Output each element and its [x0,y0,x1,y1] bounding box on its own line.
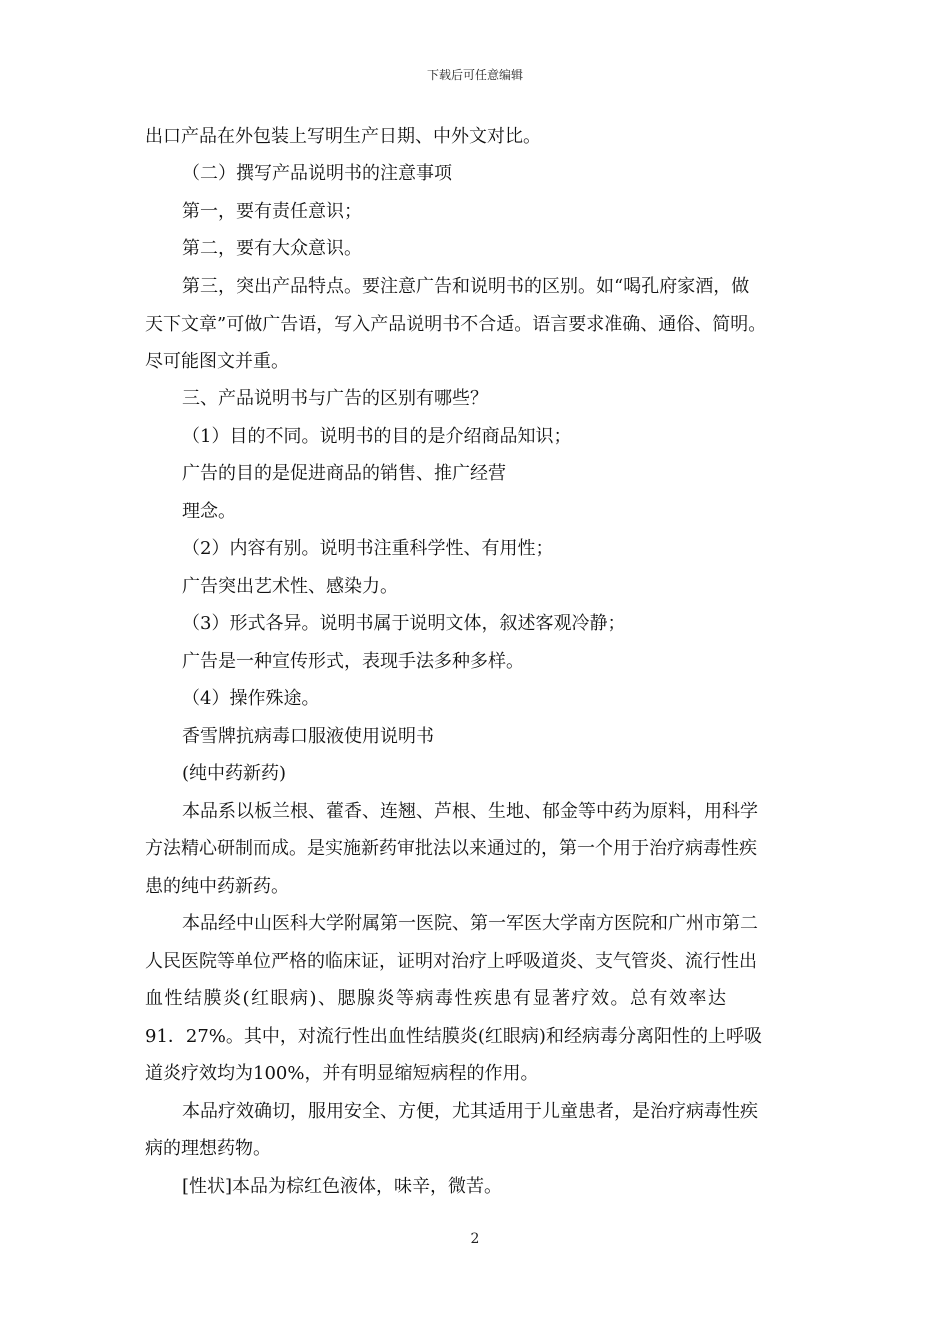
body-line: （3）形式各异。说明书属于说明文体，叙述客观冷静； [182,613,626,634]
body-line: 尽可能图文并重。 [145,351,289,372]
page-number: 2 [470,1231,480,1247]
body-line: 本品经中山医科大学附属第一医院、第一军医大学南方医院和广州市第二 [182,913,758,934]
body-line: 出口产品在外包装上写明生产日期、中外文对比。 [145,126,541,147]
body-line: 理念。 [182,501,236,522]
body-line: （4）操作殊途。 [182,688,320,709]
body-line: 天下文章”可做广告语，写入产品说明书不合适。语言要求准确、通俗、简明。 [145,314,767,335]
product-subtitle: (纯中药新药) [182,763,287,784]
product-title: 香雪牌抗病毒口服液使用说明书 [182,726,434,747]
body-line: 道炎疗效均为100%，并有明显缩短病程的作用。 [145,1063,539,1084]
page-header: 下载后可任意编辑 [426,68,523,82]
body-line: 第一，要有责任意识； [182,201,362,222]
section-heading: （二）撰写产品说明书的注意事项 [182,163,452,184]
body-line: 广告的目的是促进商品的销售、推广经营 [182,463,506,484]
body-line: [性状]本品为棕红色液体，味辛，微苦。 [182,1176,503,1197]
body-line: （2）内容有别。说明书注重科学性、有用性； [182,538,554,559]
body-line: 方法精心研制而成。是实施新药审批法以来通过的，第一个用于治疗病毒性疾 [145,838,757,859]
body-line: 血性结膜炎(红眼病)、腮腺炎等病毒性疾患有显著疗效。总有效率达 [145,988,728,1009]
body-line: 第二，要有大众意识。 [182,238,362,259]
body-line: 患的纯中药新药。 [145,876,289,897]
body-line: 本品系以板兰根、藿香、连翘、芦根、生地、郁金等中药为原料，用科学 [182,801,758,822]
body-line: 本品疗效确切，服用安全、方便，尤其适用于儿童患者，是治疗病毒性疾 [182,1101,758,1122]
body-line: 第三，突出产品特点。要注意广告和说明书的区别。如“喝孔府家酒，做 [182,276,750,297]
body-line: （1）目的不同。说明书的目的是介绍商品知识； [182,426,572,447]
body-line: 91．27%。其中，对流行性出血性结膜炎(红眼病)和经病毒分离阳性的上呼吸 [145,1026,762,1047]
body-line: 广告突出艺术性、感染力。 [182,576,398,597]
body-line: 病的理想药物。 [145,1138,271,1159]
section-heading: 三、产品说明书与广告的区别有哪些？ [182,388,488,409]
body-line: 广告是一种宣传形式，表现手法多种多样。 [182,651,524,672]
body-line: 人民医院等单位严格的临床证，证明对治疗上呼吸道炎、支气管炎、流行性出 [145,951,757,972]
